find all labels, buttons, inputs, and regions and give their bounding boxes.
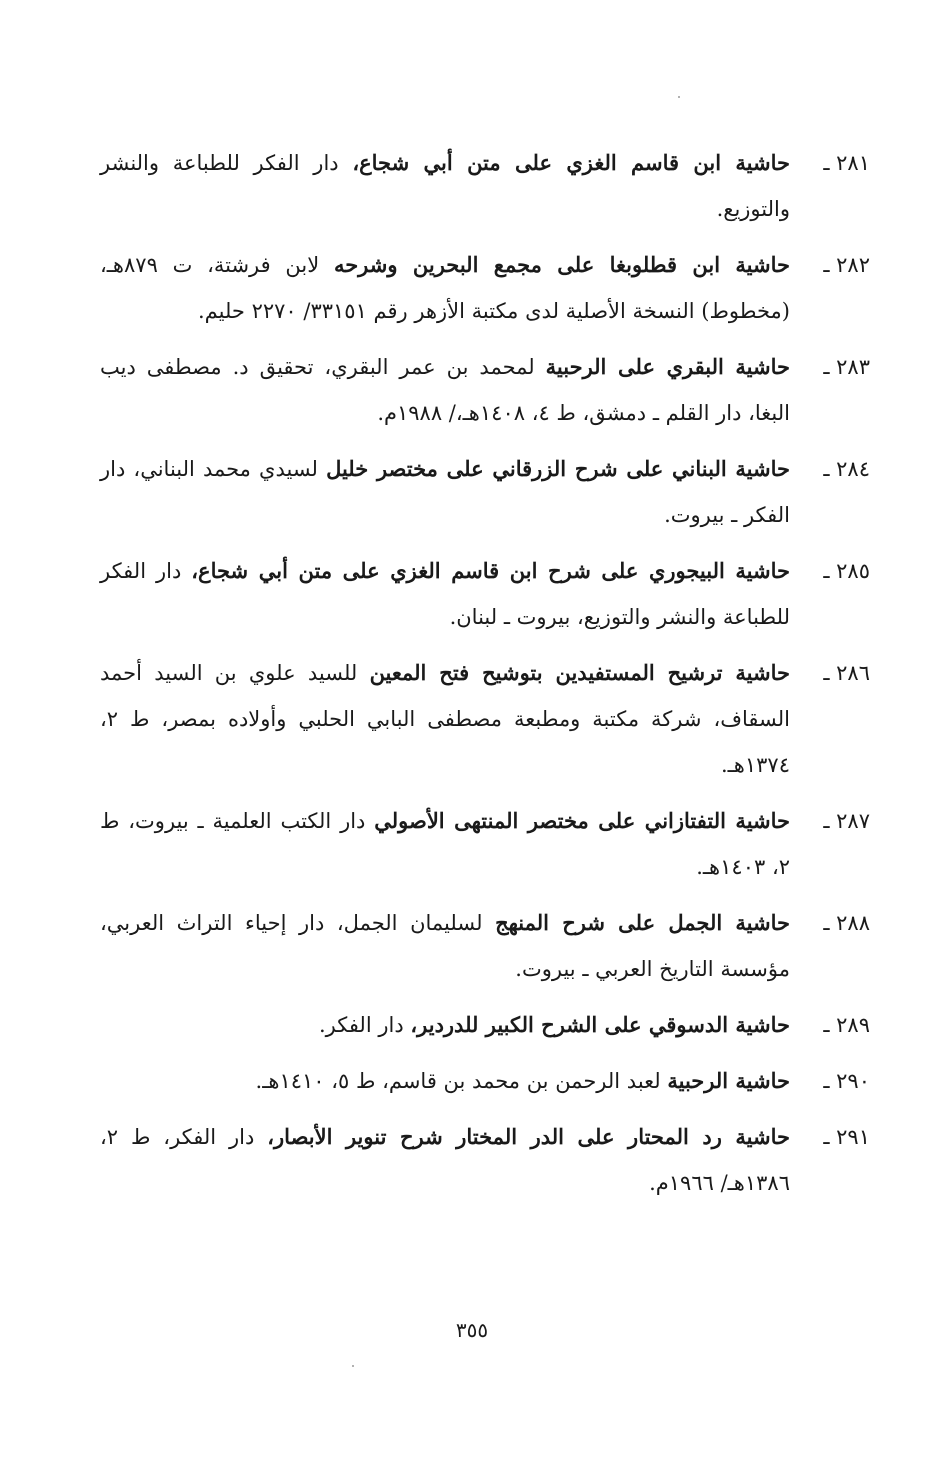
bibliography-entry: [100, 344, 870, 436]
entry-number: ٢٨٧ ـ: [823, 809, 870, 833]
bibliography-entry: [100, 446, 870, 538]
bibliography-entry: [100, 140, 870, 232]
entry-title: حاشية الدسوقي على الشرح الكبير للدردير،: [410, 1012, 790, 1037]
entry-details: دار الفكر، ط ٢، ١٣٨٦هـ/ ١٩٦٦م.: [100, 1125, 790, 1195]
entry-number: ٢٨٨ ـ: [823, 911, 870, 935]
entry-title: حاشية البقري على الرحبية: [545, 354, 790, 379]
entry-number: ٢٨٦ ـ: [823, 661, 870, 685]
entry-number: ٢٩١ ـ: [823, 1125, 870, 1149]
bibliography-entry: [100, 1058, 870, 1104]
entry-number: ٢٨٢ ـ: [823, 253, 870, 277]
entry-title: حاشية ابن قطلوبغا على مجمع البحرين وشرحه: [333, 252, 790, 277]
entry-details: لمحمد بن عمر البقري، تحقيق د. مصطفى ديب البغا، دار القلم ـ دمشق، ط ٤، ١٤٠٨هـ،/ ١٩٨٨م.: [100, 355, 790, 425]
entry-number: ٢٨٩ ـ: [823, 1013, 870, 1037]
entry-title: حاشية التفتازاني على مختصر المنتهى الأصولي: [374, 808, 791, 833]
bibliography-list: [100, 140, 870, 1216]
page-number: ٣٥٥: [455, 1318, 489, 1342]
entry-details: لعبد الرحمن بن محمد بن قاسم، ط ٥، ١٤١٠هـ.: [255, 1069, 668, 1093]
entry-title: حاشية رد المحتار على الدر المختار شرح تنوير الأبصار،: [267, 1124, 790, 1149]
entry-details: دار الفكر للطباعة والنشر والتوزيع.: [100, 151, 790, 221]
bibliography-entry: [100, 900, 870, 992]
bibliography-entry: [100, 1002, 870, 1048]
entry-details: لابن فرشتة، ت ٨٧٩هـ، (مخطوط) النسخة الأصلية لدى مكتبة الأزهر رقم ٣٣١٥١/ ٢٢٧٠ حليم.: [100, 253, 790, 323]
entry-details: لسيدي محمد البناني، دار الفكر ـ بيروت.: [100, 457, 790, 527]
entry-details: دار الفكر للطباعة والنشر والتوزيع، بيروت ـ لبنان.: [100, 559, 790, 629]
entry-title: حاشية ترشيح المستفيدين بتوشيح فتح المعين: [369, 660, 790, 685]
bibliography-entry: [100, 548, 870, 640]
scan-speck: [352, 1365, 354, 1367]
entry-number: ٢٨٥ ـ: [823, 559, 870, 583]
entry-title: حاشية الجمل على شرح المنهج: [495, 910, 790, 935]
entry-title: حاشية الرحبية: [667, 1068, 790, 1093]
entry-number: ٢٩٠ ـ: [823, 1069, 870, 1093]
entry-details: دار الكتب العلمية ـ بيروت، ط ٢، ١٤٠٣هـ.: [100, 809, 790, 879]
entry-number: ٢٨١ ـ: [823, 151, 870, 175]
bibliography-entry: [100, 242, 870, 334]
bibliography-entry: [100, 650, 870, 788]
entry-title: حاشية البناني على شرح الزرقاني على مختصر خليل: [326, 456, 790, 481]
entry-number: ٢٨٤ ـ: [823, 457, 870, 481]
bibliography-entry: [100, 1114, 870, 1206]
bibliography-entry: [100, 798, 870, 890]
entry-details: للسيد علوي بن السيد أحمد السقاف، شركة مكتبة ومطبعة مصطفى البابي الحلبي وأولاده بمصر، ط ٢، ١٣٧٤هـ.: [100, 661, 790, 777]
entry-title: حاشية البيجوري على شرح ابن قاسم الغزي على متن أبي شجاع،: [191, 558, 790, 583]
entry-details: دار الفكر.: [318, 1013, 411, 1037]
entry-number: ٢٨٣ ـ: [823, 355, 870, 379]
entry-title: حاشية ابن قاسم الغزي على متن أبي شجاع،: [352, 150, 790, 175]
entry-details: لسليمان الجمل، دار إحياء التراث العربي، مؤسسة التاريخ العربي ـ بيروت.: [100, 911, 790, 981]
scan-speck: [678, 96, 680, 98]
